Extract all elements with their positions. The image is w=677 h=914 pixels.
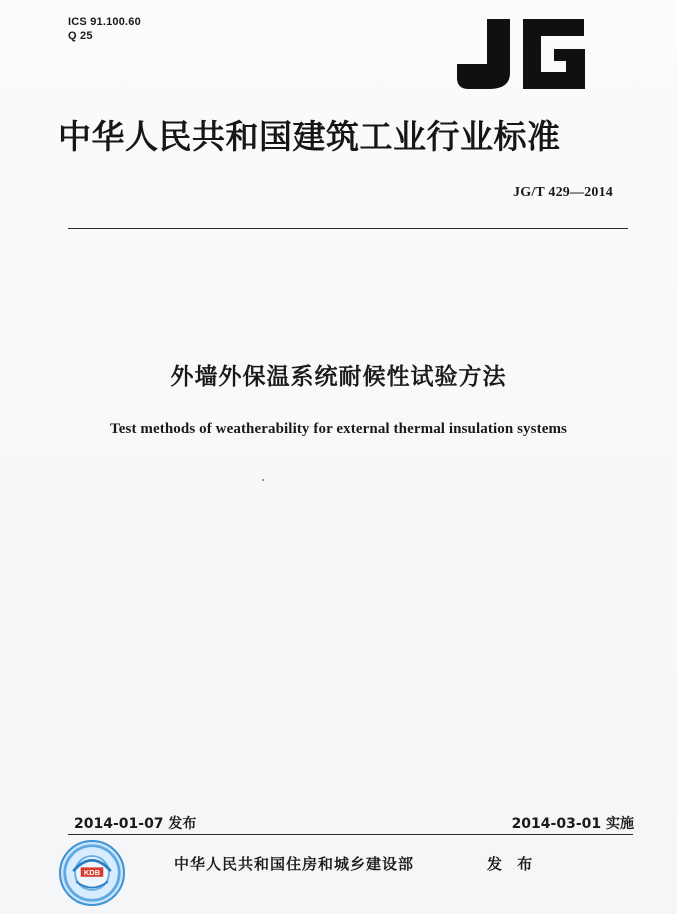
jg-logo-mark [455, 18, 587, 90]
ics-code: ICS 91.100.60 [68, 16, 141, 28]
publish-action: 发 布 [487, 855, 538, 873]
top-divider [68, 228, 628, 229]
standard-number: JG/T 429—2014 [513, 185, 613, 200]
bottom-divider [68, 834, 633, 835]
effective-date: 2014-03-01 实施 [511, 816, 634, 832]
issued-date: 2014-01-07 发布 [74, 816, 197, 832]
ics-classification [68, 15, 141, 43]
standard-title: 中华人民共和国建筑工业行业标准 [58, 117, 561, 156]
publisher-name: 中华人民共和国住房和城乡建设部 [174, 855, 415, 873]
svg-text:KDB: KDB [83, 867, 101, 877]
page-mark [262, 479, 264, 481]
seal-icon [59, 840, 125, 906]
jg-logo [455, 18, 587, 90]
document-title-chinese: 外墙外保温系统耐候性试验方法 [170, 364, 507, 390]
seal-graphic [61, 842, 123, 904]
document-title-english: Test methods of weatherability for external thermal insulation systems [110, 421, 567, 437]
category-code: Q 25 [68, 30, 93, 42]
